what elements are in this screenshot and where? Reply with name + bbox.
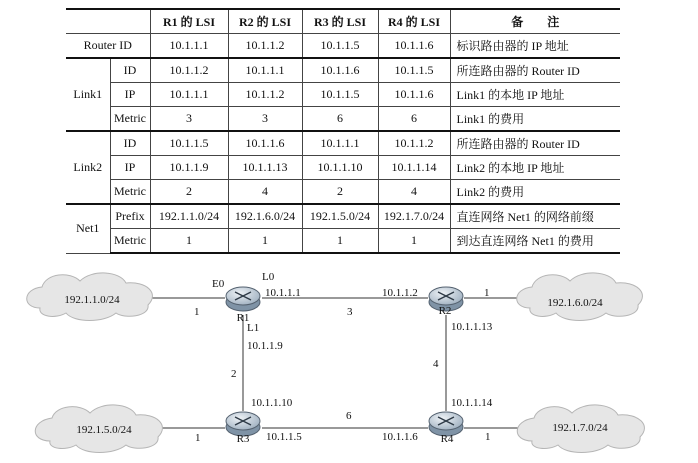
ip-label: 10.1.1.6 xyxy=(382,431,418,443)
link1-label: Link1 xyxy=(66,58,110,131)
router-label: R2 xyxy=(438,305,452,317)
router-id-label: Router ID xyxy=(66,34,150,59)
net1-label: Net1 xyxy=(66,204,110,253)
table-row xyxy=(66,180,620,205)
cell: 10.1.1.5 xyxy=(150,131,228,156)
cell: 10.1.1.9 xyxy=(150,156,228,180)
cell: 4 xyxy=(228,180,302,205)
cell: 10.1.1.5 xyxy=(302,83,378,107)
cost-label: 1 xyxy=(195,432,201,444)
ip-label: 10.1.1.14 xyxy=(451,397,493,409)
cell: 1 xyxy=(150,229,228,254)
cell: 10.1.1.6 xyxy=(302,58,378,83)
cell: 10.1.1.13 xyxy=(228,156,302,180)
field-cell: ID xyxy=(110,58,150,83)
cloud-n3 xyxy=(35,405,162,453)
table-row xyxy=(66,83,620,107)
header-r1: R1 的 LSI xyxy=(150,9,228,34)
cost-label: 6 xyxy=(346,410,352,422)
ip-label: 10.1.1.9 xyxy=(247,340,283,352)
cell: 10.1.1.1 xyxy=(302,131,378,156)
field-cell: Prefix xyxy=(110,204,150,229)
cell: 10.1.1.1 xyxy=(228,58,302,83)
cell: 10.1.1.14 xyxy=(378,156,450,180)
network-label: 192.1.6.0/24 xyxy=(547,297,603,309)
table-row xyxy=(66,204,620,229)
router-label: R3 xyxy=(236,433,250,445)
cell: 2 xyxy=(150,180,228,205)
ip-label: 10.1.1.5 xyxy=(266,431,302,443)
ip-label: 10.1.1.13 xyxy=(451,321,493,333)
header-blank xyxy=(66,9,150,34)
field-cell: Metric xyxy=(110,229,150,254)
link2-label: Link2 xyxy=(66,131,110,204)
cell: 3 xyxy=(228,107,302,132)
cost-label: 1 xyxy=(484,287,490,299)
cell: 10.1.1.6 xyxy=(378,83,450,107)
cell: 1 xyxy=(302,229,378,254)
cell: 10.1.1.2 xyxy=(228,34,302,59)
router-r1 xyxy=(226,287,260,324)
network-label: 192.1.1.0/24 xyxy=(64,294,120,306)
cell: 6 xyxy=(378,107,450,132)
table-row xyxy=(66,58,620,83)
note-cell: Link1 的费用 xyxy=(450,107,620,132)
note-cell: 所连路由器的 Router ID xyxy=(450,58,620,83)
interface-label: L1 xyxy=(247,322,260,334)
cell: 1 xyxy=(378,229,450,254)
cell: 6 xyxy=(302,107,378,132)
cell: 10.1.1.6 xyxy=(228,131,302,156)
table-row xyxy=(66,107,620,132)
router-label: R1 xyxy=(236,312,250,324)
cell: 10.1.1.2 xyxy=(150,58,228,83)
cost-label: 1 xyxy=(194,306,200,318)
cloud-n2 xyxy=(517,273,643,321)
header-r3: R3 的 LSI xyxy=(302,9,378,34)
cell: 1 xyxy=(228,229,302,254)
cost-label: 3 xyxy=(347,306,353,318)
cloud-n4 xyxy=(517,405,644,453)
note-cell: Link2 的费用 xyxy=(450,180,620,205)
cell: 192.1.6.0/24 xyxy=(228,204,302,229)
field-cell: Metric xyxy=(110,107,150,132)
field-cell: IP xyxy=(110,156,150,180)
table-row xyxy=(66,34,620,59)
network-topology-diagram xyxy=(0,263,698,463)
cell: 192.1.7.0/24 xyxy=(378,204,450,229)
network-label: 192.1.7.0/24 xyxy=(552,422,608,434)
router-r2 xyxy=(429,287,463,317)
ip-label: 10.1.1.2 xyxy=(382,287,418,299)
field-cell: IP xyxy=(110,83,150,107)
ip-label: 10.1.1.10 xyxy=(251,397,293,409)
cell: 10.1.1.10 xyxy=(302,156,378,180)
ip-label: 10.1.1.1 xyxy=(265,287,301,299)
note-cell: Link1 的本地 IP 地址 xyxy=(450,83,620,107)
note-cell: 所连路由器的 Router ID xyxy=(450,131,620,156)
network-label: 192.1.5.0/24 xyxy=(76,424,132,436)
header-note: 备 注 xyxy=(450,9,620,34)
interface-label: L0 xyxy=(262,271,275,283)
interface-label: E0 xyxy=(212,278,225,290)
table-header-row xyxy=(66,9,620,34)
field-cell: ID xyxy=(110,131,150,156)
router-r3 xyxy=(226,412,260,445)
cell: 10.1.1.5 xyxy=(302,34,378,59)
cell: 10.1.1.1 xyxy=(150,34,228,59)
cell: 10.1.1.6 xyxy=(378,34,450,59)
cell: 10.1.1.1 xyxy=(150,83,228,107)
cell: 192.1.5.0/24 xyxy=(302,204,378,229)
cell: 10.1.1.5 xyxy=(378,58,450,83)
router-label: R4 xyxy=(440,433,454,445)
header-r4: R4 的 LSI xyxy=(378,9,450,34)
note-cell: 到达直连网络 Net1 的费用 xyxy=(450,229,620,254)
router-r4 xyxy=(429,412,463,445)
note-cell: 直连网络 Net1 的网络前缀 xyxy=(450,204,620,229)
cell: 192.1.1.0/24 xyxy=(150,204,228,229)
table-row xyxy=(66,156,620,180)
cell: 10.1.1.2 xyxy=(378,131,450,156)
cost-label: 1 xyxy=(485,431,491,443)
note-cell: Link2 的本地 IP 地址 xyxy=(450,156,620,180)
cost-label: 4 xyxy=(433,358,439,370)
cell: 3 xyxy=(150,107,228,132)
cost-label: 2 xyxy=(231,368,237,380)
header-r2: R2 的 LSI xyxy=(228,9,302,34)
cloud-n1 xyxy=(27,273,153,321)
note-cell: 标识路由器的 IP 地址 xyxy=(450,34,620,59)
table-row xyxy=(66,131,620,156)
cell: 4 xyxy=(378,180,450,205)
field-cell: Metric xyxy=(110,180,150,205)
cell: 2 xyxy=(302,180,378,205)
cell: 10.1.1.2 xyxy=(228,83,302,107)
table-row xyxy=(66,229,620,254)
lsi-table xyxy=(66,8,620,254)
